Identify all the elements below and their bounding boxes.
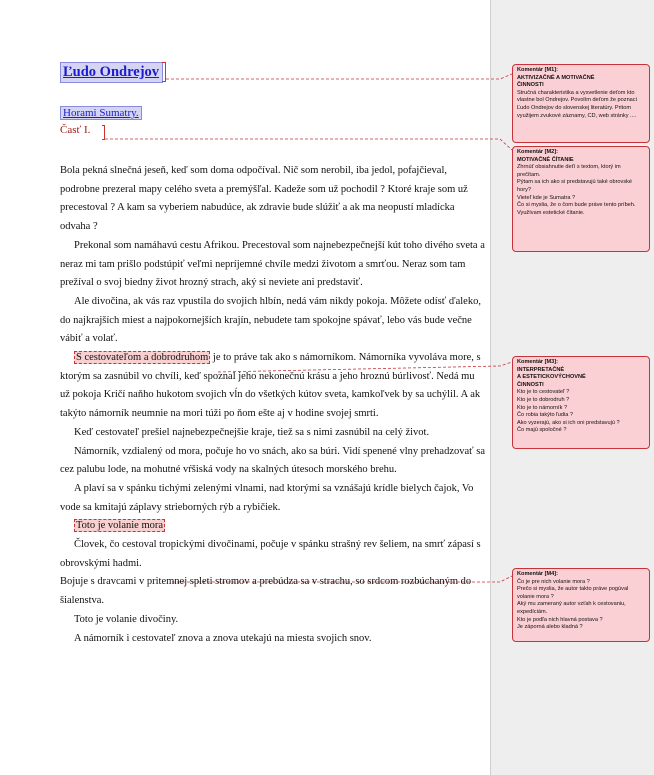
comment-m2-line-4: Vieteľ kde je Sumatra ?: [517, 194, 576, 201]
comment-anchor-m2: [102, 125, 105, 140]
document-subtitle[interactable]: Horami Sumatry.: [60, 106, 142, 120]
comment-m2-line-3: Pýtam sa ich ako si predstavujú také obrovské hory?: [517, 179, 633, 193]
paragraph-4: [60, 349, 486, 424]
document-title[interactable]: Ľudo Ondrejov: [60, 62, 163, 83]
part-heading: Časť I.: [60, 124, 91, 136]
comment-m4-line-4: Kto je podľa nich hlavná postava ?: [517, 616, 603, 623]
paragraph-11: Toto je volanie divočiny.: [74, 613, 179, 625]
paragraph-1: Bola pekná slnečná jeseň, keď som doma odpočíval. Nič som nerobil, iba jedol, pofajčieval, podrobne prezeral mapy celého sveta a premýšľal. Kadeže som už pochodil ? Ktoré kraje som už precestoval ? A kam sa vyberiem nabudúce, ak zdravie bude slúžiť a ak ma neopustí mladícka odvaha ?: [60, 165, 468, 233]
comment-m3-line-5: Kto je to dobrodruh ?: [517, 396, 570, 403]
comment-balloon-m1[interactable]: [512, 64, 650, 143]
comment-m3-line-9: Čo majú spoločné ?: [517, 427, 567, 434]
paragraph-7: A plaví sa v spánku tichými zelenými vlnami, nad ktorými sa vznášajú krídle bielych čajok, Vo vode sa kmitajú záplavy strieborných rýb a rybičiek.: [60, 482, 474, 513]
comment-m1-line-3: Stručná charakteristika a vysvetlenie deťom kto vlastne bol Ondrejov. Povolím deťom že poznaci Ľudo Ondrejov do slovenskej literatúry. Pritom využijem zvukové záznamy, CD, web stránky ....: [517, 89, 637, 119]
paragraph-2: Prekonal som namáhavú cestu Afrikou. Precestoval som najnebezpečnejší kút toho divého sveta a neraz mi tam prišlo podstúpiť veľmi nepríjemné chvíle medzi životom a smrťou. Neraz som tam prežíval o svoj biedny život hrozný strach, aký si neviete ani predstaviť.: [60, 239, 485, 289]
comment-m3-head: Komentár [M3]:: [517, 359, 559, 365]
paragraph-6: Námorník, vzdialený od mora, počuje ho vo snách, ako sa búri. Vidí spenené vlny prehadzovať sa cez palubu lode, na mohutné vŕšiská vody na skalných útesoch morského brehu.: [60, 445, 486, 476]
comment-m2-line-6: Využívam estetické čítanie.: [517, 209, 585, 216]
comment-m3-line-6: Kto je to námorník ?: [517, 404, 568, 411]
comment-m2-line-5: Čo si myslia, že o čom bude práve tento príbeh.: [517, 202, 636, 209]
comment-m2-head: Komentár [M2]:: [517, 149, 559, 155]
paragraph-8: [60, 517, 486, 536]
comment-m4-head: Komentár [M4]:: [517, 571, 559, 577]
paragraph-10: Bojuje s dravcami v pritemnej spleti stromov a prebúdza sa v strachu, so srdcom rozbúchaným do šialenstva.: [60, 576, 472, 607]
comment-m1-line-1: AKTIVIZAČNÉ A MOTIVAČNÉ: [517, 74, 595, 81]
comment-balloon-m2[interactable]: [512, 146, 650, 252]
paragraph-4-text: je to práve tak ako s námorníkom. Námorníka vyvoláva more, s ktorým sa zasnúbil vo chvíli, keď spoznal jeho nekonečnú krásu a jeho hroznú búrlivosť. Nedá mu už pokoja Kričí naňho hukotom svojich vĺn do všetkých kútov sveta, kamkoľvek by sa uchýlil. A ak takýto námorník neumnie na mori túži po ňom ešte aj v hodine svojej smrti.: [60, 352, 481, 420]
comment-m3-line-1: INTERPRETAČNÉ: [517, 366, 565, 373]
comment-m4-line-3: Aký mu zameraný autor vzťah k cestovaniu, expedíciám.: [517, 601, 626, 615]
comment-m3-line-7: Čo robia takýto ľudia ?: [517, 412, 574, 419]
paragraph-9: Človek, čo cestoval tropickými divočinami, počuje v spánku strašný rev šeliem, na smrť zápasí s obrovskými hadmi.: [60, 539, 481, 569]
comment-balloon-m3[interactable]: [512, 356, 650, 449]
comment-m1-line-2: ČINNOSTI: [517, 82, 544, 89]
comment-m1-head: Komentár [M1]:: [517, 67, 559, 73]
comment-m3-line-8: Ako vyzerajú, ako si ich oni predstavujú ?: [517, 419, 620, 426]
comment-m3-line-2: A ESTETICKOVÝCHOVNÉ: [517, 374, 586, 381]
comment-m3-line-3: ČINNOSTI: [517, 381, 544, 388]
highlighted-phrase-m3[interactable]: S cestovateľom a dobrodruhom: [76, 352, 209, 364]
comment-m4-line-1: Čo je pre nich volanie mora ?: [517, 578, 590, 585]
comment-balloon-m4[interactable]: [512, 568, 650, 642]
comment-m2-line-1: MOTIVAČNÉ ČÍTANIE: [517, 156, 574, 163]
comment-m4-line-5: Je záporná alebo kladná ?: [517, 624, 583, 631]
comment-anchor-m1: [162, 62, 166, 82]
comment-m4-line-2: Prečo si myslia, že autor takto práve pogúval volanie mora ?: [517, 586, 629, 600]
document-body[interactable]: [60, 162, 486, 648]
paragraph-12: A námorník i cestovateľ znova a znova utekajú na miesta svojich snov.: [74, 632, 372, 644]
comment-m3-line-4: Kto je to cestovateľ ?: [517, 389, 570, 396]
highlighted-phrase-m4[interactable]: Toto je volanie mora: [76, 520, 164, 532]
comment-m2-line-2: Zhrnúť obsiahnutie deťí s textom, ktorý im prečítam.: [517, 164, 621, 178]
paragraph-5: Keď cestovateľ prešiel najnebezpečnejšie kraje, tiež sa s nimi zasnúbil na celý život.: [74, 426, 430, 438]
paragraph-3: Ale divočina, ak vás raz vpustila do svojich hlbín, nedá vám nikdy pokoja. Môžete odísť ďaleko, do najkrajších miest a najpokornejších krajín, nebudete tam spokojne spávať, lebo vás bude večne vábiť a volať.: [60, 295, 481, 345]
